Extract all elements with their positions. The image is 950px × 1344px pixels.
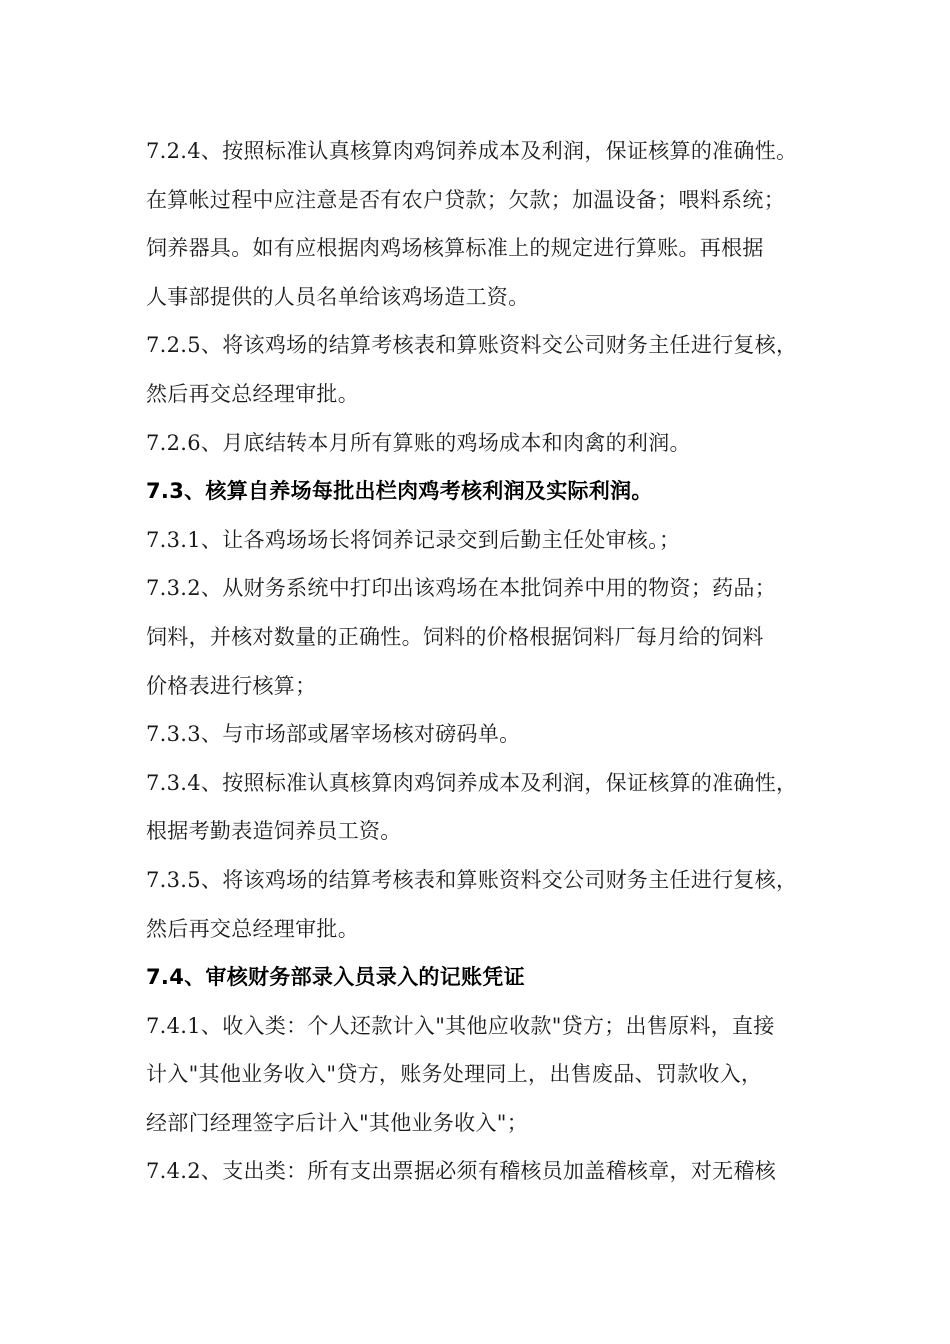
text-line: 计入"其他业务收入"贷方，账务处理同上，出售废品、罚款收入， <box>146 1062 763 1087</box>
text-line: 7.4.1、收入类：个人还款计入"其他应收款"贷方；出售原料，直接 <box>146 1013 775 1038</box>
text-line: 然后再交总经理审批。 <box>146 381 359 406</box>
text-line: 7.2.6、月底结转本月所有算账的鸡场成本和肉禽的利润。 <box>146 430 691 455</box>
text-line: 7.3.2、从财务系统中打印出该鸡场在本批饲养中用的物资；药品； <box>146 576 777 601</box>
text-line: 在算帐过程中应注意是否有农户贷款；欠款；加温设备；喂料系统； <box>146 187 785 212</box>
text-line: 7.3.1、让各鸡场场长将饲养记录交到后勤主任处审核。； <box>146 527 681 552</box>
text-line: 7.3.3、与市场部或屠宰场核对磅码单。 <box>146 722 521 747</box>
text-line: 根据考勤表造饲养员工资。 <box>146 819 402 844</box>
text-line: 价格表进行核算； <box>146 673 317 698</box>
section-heading: 7.3、核算自养场每批出栏肉鸡考核利润及实际利润。 <box>146 479 653 504</box>
text-line: 7.3.5、将该鸡场的结算考核表和算账资料交公司财务主任进行复核， <box>146 867 798 892</box>
text-line: 饲料，并核对数量的正确性。饲料的价格根据饲料厂每月给的饲料 <box>146 624 764 649</box>
text-line: 经部门经理签字后计入"其他业务收入"； <box>146 1110 529 1135</box>
text-line: 7.2.5、将该鸡场的结算考核表和算账资料交公司财务主任进行复核， <box>146 333 798 358</box>
document-body <box>146 127 826 1196</box>
text-line: 饲养器具。如有应根据肉鸡场核算标准上的规定进行算账。再根据 <box>146 236 764 261</box>
text-line: 7.2.4、按照标准认真核算肉鸡饲养成本及利润，保证核算的准确性。 <box>146 139 798 163</box>
section-heading: 7.4、审核财务部录入员录入的记账凭证 <box>146 965 525 990</box>
text-line: 7.3.4、按照标准认真核算肉鸡饲养成本及利润，保证核算的准确性， <box>146 770 798 795</box>
text-line: 7.4.2、支出类：所有支出票据必须有稽核员加盖稽核章，对无稽核 <box>146 1159 777 1184</box>
text-line: 然后再交总经理审批。 <box>146 916 359 941</box>
text-line: 人事部提供的人员名单给该鸡场造工资。 <box>146 284 530 309</box>
